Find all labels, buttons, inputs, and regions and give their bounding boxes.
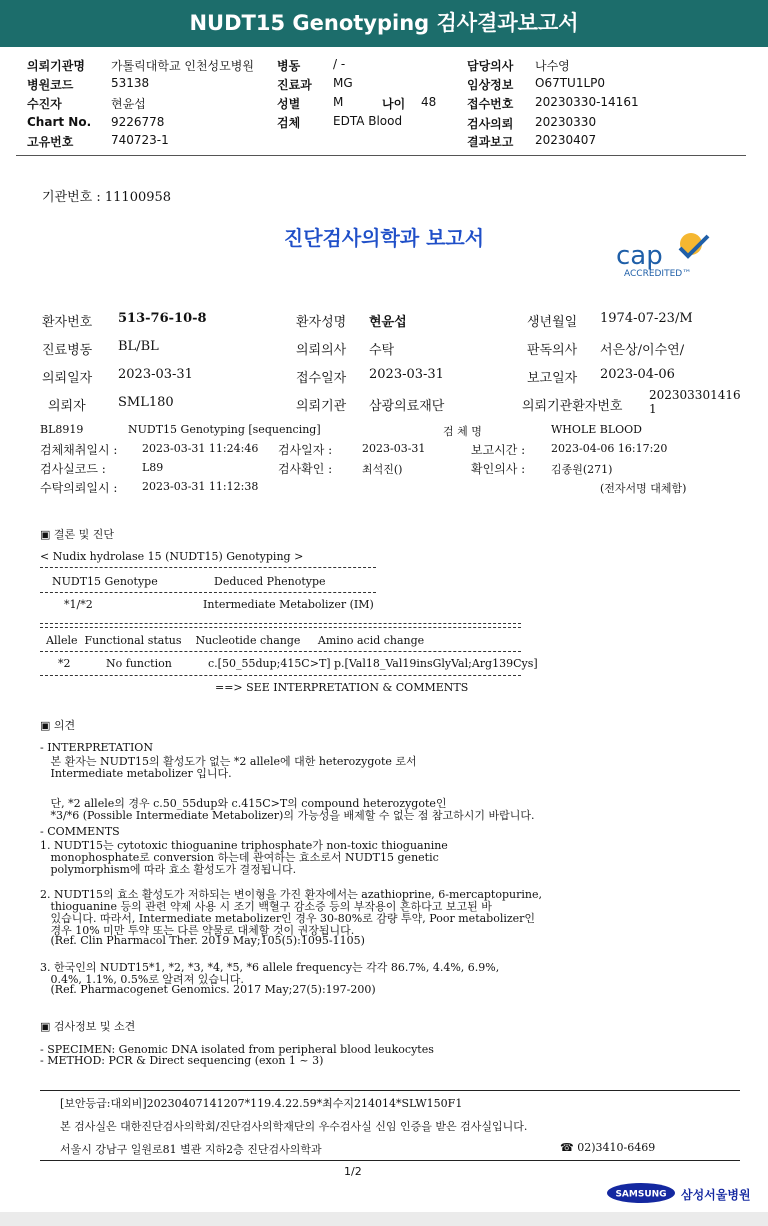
label-attending-doctor: 담당의사 — [467, 59, 514, 73]
value-report-date: 2023-04-06 — [600, 367, 675, 382]
label-specimen-name: 검 체 명 — [443, 425, 482, 438]
value-department: MG — [333, 76, 353, 90]
value-hospital-code: 53138 — [111, 76, 150, 90]
opinion-line: monophosphate로 conversion 하는데 관여하는 효소로서 NUDT15 genetic — [40, 851, 439, 864]
label-chart-no: Chart No. — [27, 115, 92, 129]
value-attending-doctor: 나수영 — [535, 59, 570, 73]
value-requesting-org: 삼광의료재단 — [369, 399, 445, 414]
electronic-signature-note: (전자서명 대체함) — [600, 482, 687, 495]
label-request-date: 의뢰일자 — [42, 371, 93, 386]
dashed-rule — [40, 623, 521, 624]
allele-value: *2 — [58, 657, 71, 670]
value-lab-code: L89 — [142, 461, 164, 474]
phenotype-value: Intermediate Metabolizer (IM) — [203, 598, 374, 611]
value-specimen-name: WHOLE BLOOD — [551, 423, 642, 436]
label-report-date: 보고일자 — [527, 371, 578, 386]
dashed-rule — [40, 651, 521, 652]
value-patient: 현윤섭 — [111, 97, 146, 111]
value-ward: / - — [333, 57, 346, 71]
label-test-confirmer: 검사확인 : — [278, 462, 333, 476]
opinion-line: 0.4%, 1.1%, 0.5%로 알려져 있습니다. — [40, 973, 244, 986]
samsung-logo — [606, 1182, 676, 1204]
value-confirming-doctor: 김종원(271) — [551, 463, 613, 476]
opinion-line: 3. 한국인의 NUDT15*1, *2, *3, *4, *5, *6 allele frequency는 각각 86.7%, 4.4%, 6.9%, — [40, 961, 500, 974]
value-unique-number: 740723-1 — [111, 133, 169, 147]
opinion-line: 단, *2 allele의 경우 c.50_55dup와 c.415C>T의 compound heterozygote인 — [40, 797, 447, 810]
section-opinion-title: ▣ 의견 — [40, 719, 76, 732]
value-accession-number: 20230330-14161 — [535, 95, 639, 109]
header-divider — [16, 155, 746, 156]
value-clinical-info: O67TU1LP0 — [535, 76, 606, 90]
opinion-line: polymorphism에 따라 효소 활성도가 결정됩니다. — [40, 863, 297, 876]
label-patient: 수진자 — [27, 97, 62, 111]
opinion-line: (Ref. Pharmacogenet Genomics. 2017 May;27(5):197-200) — [40, 983, 376, 996]
specimen-method-line: - SPECIMEN: Genomic DNA isolated from peripheral blood leukocytes — [40, 1043, 434, 1056]
cap-accredited-logo — [614, 232, 714, 280]
label-ordering-doctor: 의뢰의사 — [296, 343, 347, 358]
value-test-request: 20230330 — [535, 115, 597, 129]
opinion-line: 경우 10% 미만 투약 또는 다른 약물로 대체할 것이 권장됩니다. — [40, 924, 355, 937]
value-specimen: EDTA Blood — [333, 114, 403, 128]
lab-phone: ☎ 02)3410-6469 — [560, 1141, 656, 1154]
label-confirming-doctor: 확인의사 : — [471, 462, 526, 476]
method-line: - METHOD: PCR & Direct sequencing (exon 1 ~ 3) — [40, 1054, 324, 1067]
value-org-patient-number-line2: 1 — [649, 402, 657, 416]
opinion-line: - INTERPRETATION — [40, 741, 153, 754]
genotype-header: NUDT15 Genotype — [52, 575, 158, 588]
hospital-name: 삼성서울병원 — [681, 1188, 751, 1202]
label-ward: 병동 — [277, 59, 301, 73]
value-receipt-date: 2023-03-31 — [369, 367, 444, 382]
label-consign-time: 수탁의뢰일시 : — [40, 481, 118, 495]
report-title: 진단검사의학과 보고서 — [283, 226, 485, 250]
value-request-date: 2023-03-31 — [118, 367, 193, 382]
label-department: 진료과 — [277, 78, 312, 92]
value-test-confirmer: 최석진() — [362, 463, 403, 476]
section-conclusion-title: ▣ 결론 및 진단 — [40, 528, 115, 541]
certification-statement: 본 검사실은 대한진단검사의학회/진단검사의학재단의 우수검사실 신임 인증을 받은 검사실입니다. — [60, 1120, 528, 1133]
section-method-title: ▣ 검사정보 및 소견 — [40, 1020, 136, 1033]
footer-divider — [40, 1090, 740, 1091]
label-patient-name: 환자성명 — [296, 315, 347, 330]
label-clinical-info: 임상정보 — [467, 78, 514, 92]
report-banner-title: NUDT15 Genotyping 검사결과보고서 — [0, 0, 768, 47]
cap-brand-text: cap — [616, 241, 663, 271]
label-lab-code: 검사실코드 : — [40, 462, 106, 476]
institution-number: 기관번호 : 11100958 — [42, 190, 172, 205]
opinion-line: - COMMENTS — [40, 825, 120, 838]
value-birth-date: 1974-07-23/M — [600, 311, 693, 326]
opinion-line: 2. NUDT15의 효소 활성도가 저하되는 변이형을 가진 환자에서는 azathioprine, 6-mercaptopurine, — [40, 888, 542, 901]
opinion-line: *3/*6 (Possible Intermediate Metabolizer)의 가능성을 배제할 수 없는 점 참고하시기 바랍니다. — [40, 809, 535, 822]
phenotype-header: Deduced Phenotype — [214, 575, 326, 588]
value-care-ward: BL/BL — [118, 339, 159, 354]
value-result-report: 20230407 — [535, 133, 597, 147]
see-interpretation-note: ==> SEE INTERPRETATION & COMMENTS — [215, 681, 469, 694]
dashed-rule — [40, 567, 376, 568]
value-report-time: 2023-04-06 16:17:20 — [551, 442, 668, 455]
dashed-rule — [40, 675, 521, 676]
label-test-request: 검사의뢰 — [467, 117, 514, 131]
label-report-time: 보고시간 : — [471, 443, 526, 457]
functional-status-value: No function — [106, 657, 172, 670]
value-sex: M — [333, 95, 344, 109]
opinion-line: 본 환자는 NUDT15의 활성도가 없는 *2 allele에 대한 heterozygote 로서 — [40, 755, 417, 768]
security-stamp: [보안등급:대외비]20230407141207*119.4.22.59*최수지214014*SLW150F1 — [60, 1097, 463, 1110]
value-requester: SML180 — [118, 395, 174, 410]
opinion-line: 1. NUDT15는 cytotoxic thioguanine triphosphate가 non-toxic thioguanine — [40, 839, 448, 852]
genotyping-subtitle: < Nudix hydrolase 15 (NUDT15) Genotyping > — [40, 550, 304, 563]
nucleotide-change-value: c.[50_55dup;415C>T] — [208, 657, 331, 670]
dashed-rule — [40, 592, 376, 593]
cap-accredited-text: ACCREDITED™ — [624, 269, 692, 279]
label-receipt-date: 접수일자 — [296, 371, 347, 386]
opinion-line: thioguanine 등의 관련 약제 사용 시 조기 백혈구 감소증 등의 부작용이 흔하다고 보고된 바 — [40, 900, 492, 913]
label-result-report: 결과보고 — [467, 135, 514, 149]
label-hospital-code: 병원코드 — [27, 78, 74, 92]
test-code: BL8919 — [40, 423, 84, 436]
value-requesting-institution: 가톨릭대학교 인천성모병원 — [111, 59, 254, 73]
opinion-line: (Ref. Clin Pharmacol Ther. 2019 May;105(5):1095-1105) — [40, 934, 365, 947]
opinion-line: Intermediate metabolizer 입니다. — [40, 767, 232, 780]
label-requesting-org: 의뢰기관 — [296, 399, 347, 414]
dashed-rule — [40, 627, 521, 628]
label-specimen: 검체 — [277, 116, 301, 130]
value-ordering-doctor: 수탁 — [369, 343, 395, 358]
bottom-margin-strip — [0, 1212, 768, 1226]
label-org-patient-number: 의뢰기관환자번호 — [522, 399, 623, 414]
test-name: NUDT15 Genotyping [sequencing] — [128, 423, 321, 436]
label-sex: 성별 — [277, 97, 301, 111]
label-patient-number: 환자번호 — [42, 315, 93, 330]
label-collection-time: 검체채취일시 : — [40, 443, 118, 457]
label-accession-number: 접수번호 — [467, 97, 514, 111]
value-chart-no: 9226778 — [111, 115, 165, 129]
footer-divider — [40, 1160, 740, 1161]
opinion-line: 있습니다. 따라서, Intermediate metabolizer인 경우 30-80%로 감량 투약, Poor metabolizer인 — [40, 912, 536, 925]
value-patient-name: 현윤섭 — [369, 315, 407, 330]
value-reading-doctor: 서은상/이수연/ — [600, 343, 685, 358]
allele-table-header: Allele Functional status Nucleotide change Amino acid change — [46, 634, 425, 647]
label-test-date: 검사일자 : — [278, 443, 333, 457]
lab-address: 서울시 강남구 일원로81 별관 지하2층 진단검사의학과 — [60, 1143, 322, 1156]
label-unique-number: 고유번호 — [27, 135, 74, 149]
label-birth-date: 생년월일 — [527, 315, 578, 330]
value-patient-number: 513-76-10-8 — [118, 311, 207, 326]
genotype-value: *1/*2 — [64, 598, 93, 611]
value-org-patient-number-line1: 202303301416 — [649, 388, 741, 402]
label-care-ward: 진료병동 — [42, 343, 93, 358]
value-collection-time: 2023-03-31 11:24:46 — [142, 442, 259, 455]
label-age: 나이 — [382, 97, 406, 111]
samsung-wordmark: SAMSUNG — [615, 1189, 667, 1200]
value-test-date: 2023-03-31 — [362, 442, 426, 455]
label-requesting-institution: 의뢰기관명 — [27, 59, 85, 73]
label-requester: 의뢰자 — [48, 399, 86, 414]
amino-acid-change-value: p.[Val18_Val19insGlyVal;Arg139Cys] — [334, 657, 538, 670]
page-number: 1/2 — [344, 1165, 362, 1178]
value-age: 48 — [421, 95, 437, 109]
label-reading-doctor: 판독의사 — [527, 343, 578, 358]
value-consign-time: 2023-03-31 11:12:38 — [142, 480, 259, 493]
